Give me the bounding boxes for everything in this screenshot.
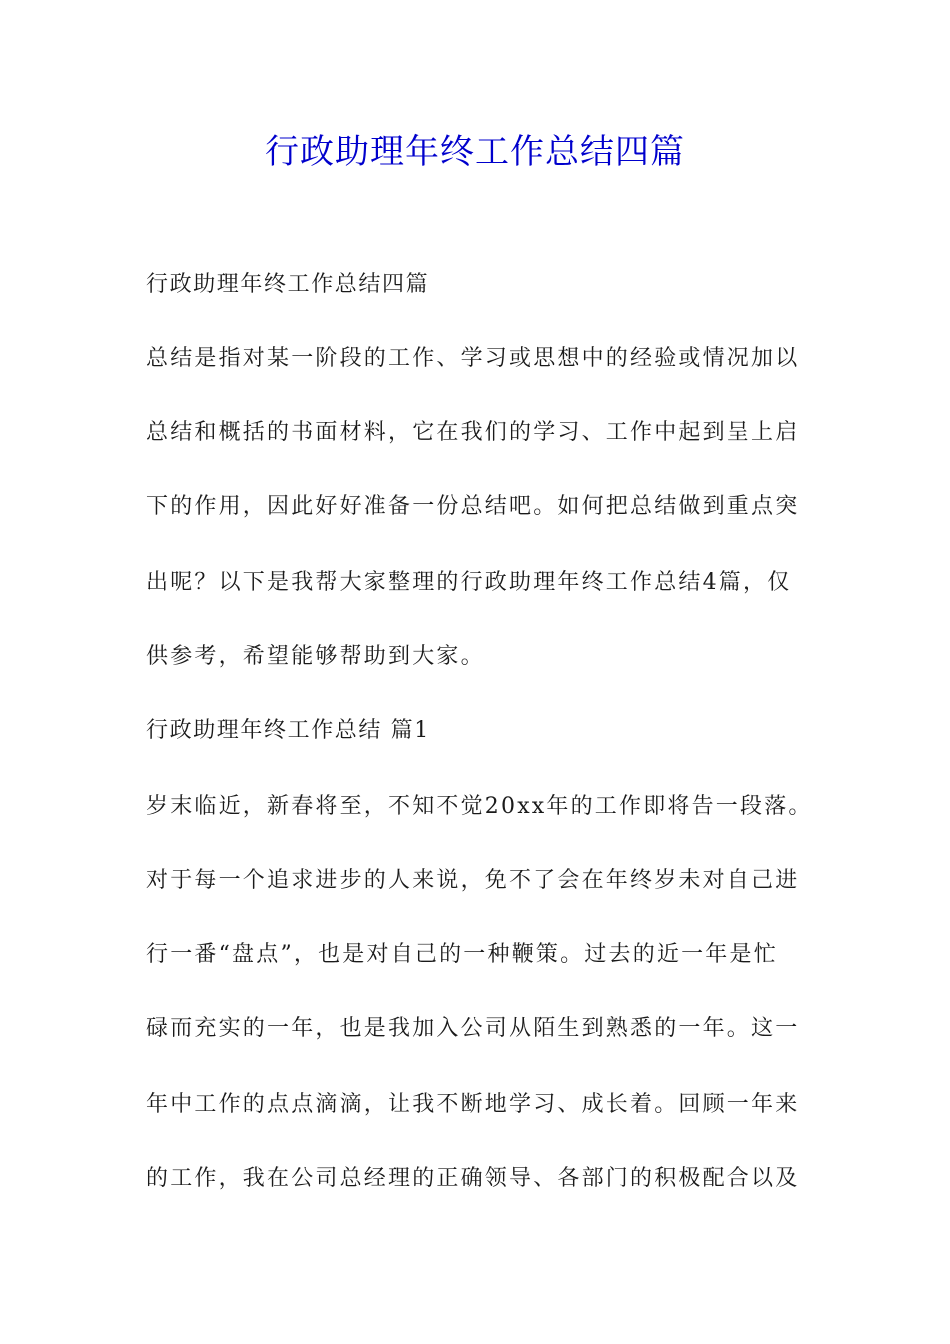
body-line: 行一番“盘点”，也是对自己的一种鞭策。过去的近一年是忙 <box>146 942 778 967</box>
body-line: 碌而充实的一年，也是我加入公司从陌生到熟悉的一年。这一 <box>146 1016 800 1041</box>
intro-line: 总结是指对某一阶段的工作、学习或思想中的经验或情况加以 <box>146 346 800 371</box>
document-title: 行政助理年终工作总结四篇 <box>265 132 685 172</box>
body-line: 年中工作的点点滴滴，让我不断地学习、成长着。回顾一年来 <box>146 1092 800 1117</box>
document-subtitle: 行政助理年终工作总结四篇 <box>146 272 430 297</box>
intro-line: 下的作用，因此好好准备一份总结吧。如何把总结做到重点突 <box>146 494 800 519</box>
body-line: 对于每一个追求进步的人来说，免不了会在年终岁未对自己进 <box>146 868 800 893</box>
body-line: 的工作，我在公司总经理的正确领导、各部门的积极配合以及 <box>146 1166 800 1191</box>
intro-line: 供参考，希望能够帮助到大家。 <box>146 644 485 669</box>
section-heading: 行政助理年终工作总结 篇1 <box>146 718 430 743</box>
body-line: 岁末临近，新春将至，不知不觉20xx年的工作即将告一段落。 <box>146 794 813 819</box>
intro-line: 总结和概括的书面材料，它在我们的学习、工作中起到呈上启 <box>146 420 800 445</box>
intro-line: 出呢？以下是我帮大家整理的行政助理年终工作总结4篇，仅 <box>146 570 792 595</box>
